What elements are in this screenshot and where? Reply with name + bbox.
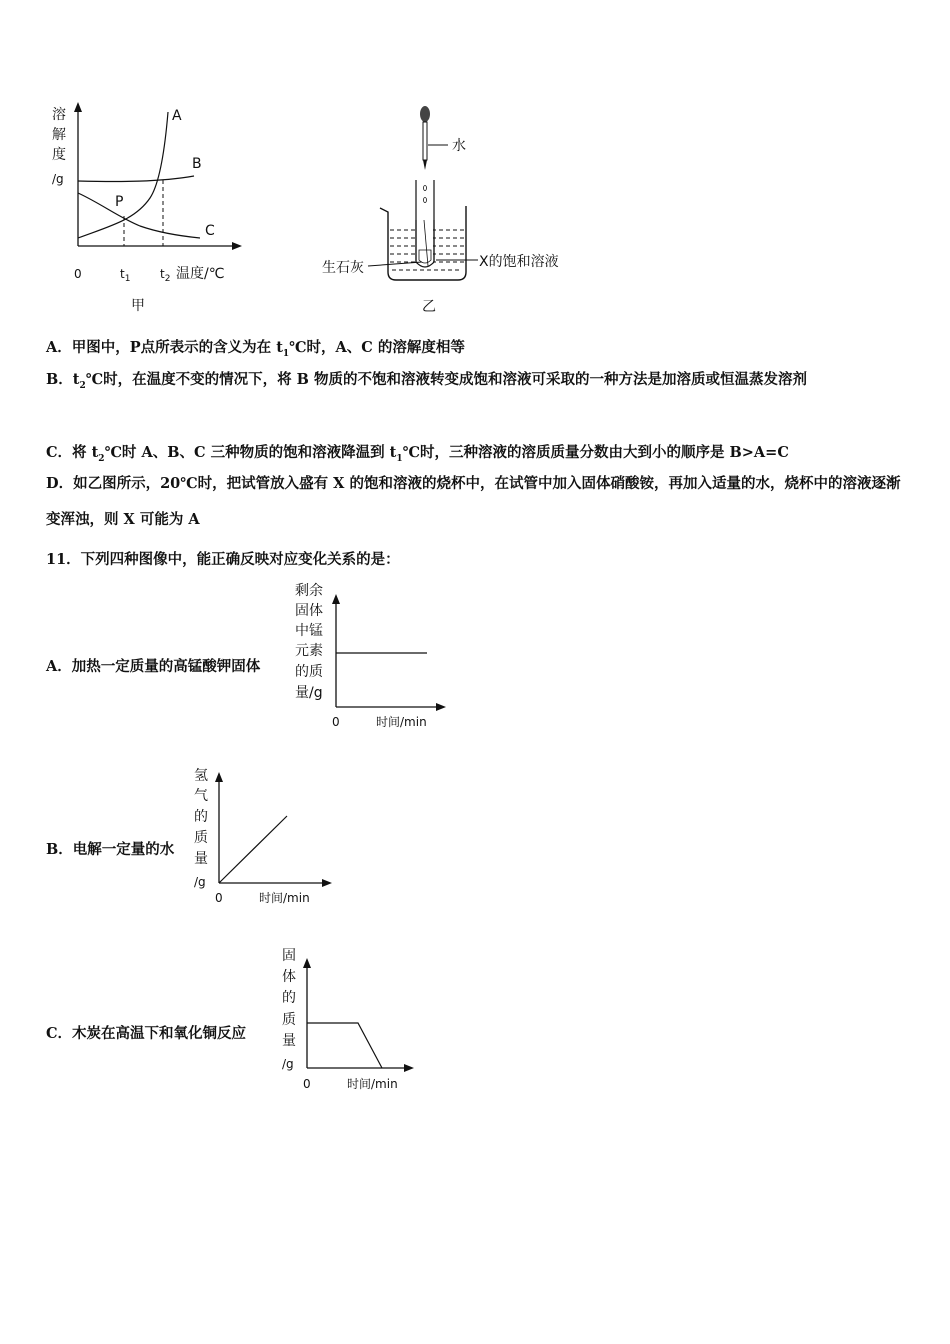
q11-b-chart bbox=[190, 762, 350, 912]
q10-option-c bbox=[46, 441, 789, 464]
q11-c-ylabel-1: 固 bbox=[282, 948, 296, 964]
q11-b-y-arrow bbox=[215, 772, 223, 782]
label-p: P bbox=[115, 194, 124, 210]
q11-stem: 11．下列四种图像中，能正确反映对应变化关系的是： bbox=[46, 551, 400, 568]
q11-a-ylabel-6: 量/g bbox=[295, 685, 323, 701]
q11-a-x-arrow bbox=[436, 703, 446, 711]
q10-c-sub2: 1 bbox=[396, 453, 403, 464]
q11-c-ylabel-3: 的 bbox=[282, 990, 296, 1006]
q11-b-ylabel-4: 质 bbox=[194, 830, 208, 846]
q11-b-origin: 0 bbox=[215, 891, 223, 905]
q11-c-ylabel-2: 体 bbox=[282, 969, 296, 985]
q11-c-origin: 0 bbox=[303, 1077, 311, 1091]
q11-b-ylabel-1: 氢 bbox=[194, 768, 208, 784]
curve-b bbox=[78, 176, 194, 181]
q11-c-y-arrow bbox=[303, 958, 311, 968]
lime-pointer bbox=[368, 262, 422, 266]
x-axis-label: 温度/℃ bbox=[176, 266, 225, 282]
solution-label: X的饱和溶液 bbox=[479, 254, 559, 270]
q11-c-data-line bbox=[307, 1023, 382, 1068]
q11-c-x-arrow bbox=[404, 1064, 414, 1072]
q10-a-part2: ℃时，A、C 的溶解度相等 bbox=[289, 339, 465, 356]
y-label-2: 解 bbox=[52, 127, 66, 143]
caption-yi: 乙 bbox=[422, 299, 436, 315]
y-axis-arrow bbox=[74, 102, 82, 112]
q10-a-part1: A．甲图中，P点所表示的含义为在 t bbox=[46, 339, 283, 356]
q10-c-part1: C．将 t bbox=[46, 444, 99, 461]
q11-c-ylabel-4: 质 bbox=[282, 1012, 296, 1028]
q11-c-ylabel-5: 量 bbox=[282, 1033, 296, 1049]
drop-1 bbox=[424, 186, 427, 191]
dropper-tube bbox=[423, 122, 427, 160]
q11-a-chart bbox=[290, 578, 460, 738]
q11-b-data-line bbox=[219, 816, 287, 883]
q11-a-ylabel-5: 的质 bbox=[295, 664, 323, 680]
dropper-tip bbox=[423, 160, 427, 170]
q11-a-ylabel-2: 固体 bbox=[295, 603, 323, 619]
q11-b-ylabel-3: 的 bbox=[194, 809, 208, 825]
q11-b-xlabel: 时间/min bbox=[259, 891, 310, 905]
y-label-1: 溶 bbox=[52, 107, 66, 123]
q10-b-part1: B．t bbox=[46, 371, 80, 388]
drop-2 bbox=[424, 198, 427, 203]
x-axis-arrow bbox=[232, 242, 242, 250]
q11-option-a-text: A．加热一定质量的高锰酸钾固体 bbox=[46, 658, 261, 675]
q10-option-a bbox=[46, 336, 465, 359]
q11-b-ylabel-5: 量 bbox=[194, 851, 208, 867]
beaker-apparatus bbox=[318, 100, 588, 318]
origin: 0 bbox=[74, 267, 82, 281]
q11-c-chart bbox=[278, 942, 438, 1097]
q11-a-ylabel-3: 中锰 bbox=[295, 623, 323, 639]
q11-c-ylabel-6: /g bbox=[282, 1057, 294, 1071]
q10-c-part2: ℃时 A、B、C 三种物质的饱和溶液降温到 t bbox=[104, 444, 397, 461]
q10-a-sub: 1 bbox=[282, 348, 290, 359]
q11-a-origin: 0 bbox=[332, 715, 340, 729]
q11-a-ylabel-1: 剩余 bbox=[295, 583, 323, 599]
q11-b-ylabel-2: 气 bbox=[194, 788, 208, 804]
solubility-chart bbox=[40, 98, 260, 318]
water-label: 水 bbox=[452, 138, 466, 154]
curve-a bbox=[78, 112, 168, 238]
q11-b-x-arrow bbox=[322, 879, 332, 887]
y-label-3: 度 bbox=[52, 147, 66, 163]
label-c: C bbox=[205, 223, 215, 239]
t1-label: $t_1$ bbox=[120, 267, 131, 284]
q10-b-sub: 2 bbox=[79, 380, 86, 391]
q10-c-sub1: 2 bbox=[98, 453, 105, 464]
q11-option-c-text: C．木炭在高温下和氧化铜反应 bbox=[46, 1025, 247, 1042]
q10-option-b bbox=[46, 362, 906, 404]
caption-jia: 甲 bbox=[131, 298, 145, 314]
t2-label: $t_2$ bbox=[160, 267, 171, 284]
q10-b-part2: ℃时，在温度不变的情况下，将 B 物质的不饱和溶液转变成饱和溶液可采取的一种方法是加溶质或恒温蒸发溶剂 bbox=[85, 371, 807, 388]
dropper-bulb bbox=[420, 106, 430, 122]
q10-c-part3: ℃时，三种溶液的溶质质量分数由大到小的顺序是 B>A=C bbox=[402, 444, 789, 461]
q11-a-ylabel-4: 元素 bbox=[295, 643, 323, 659]
label-b: B bbox=[192, 156, 202, 172]
q11-b-ylabel-6: /g bbox=[194, 875, 206, 889]
q11-a-xlabel: 时间/min bbox=[376, 715, 427, 729]
q11-option-b-text: B．电解一定量的水 bbox=[46, 841, 175, 858]
label-a: A bbox=[172, 108, 182, 124]
q11-a-y-arrow bbox=[332, 594, 340, 604]
q10-option-d: D．如乙图所示，20℃时，把试管放入盛有 X 的饱和溶液的烧杯中，在试管中加入固体硝酸铵，再加入适量的水，烧杯中的溶液逐渐变浑浊，则 X 可能为 A bbox=[46, 475, 901, 528]
q11-c-xlabel: 时间/min bbox=[347, 1077, 398, 1091]
y-label-4: /g bbox=[52, 172, 64, 186]
lime-label: 生石灰 bbox=[322, 260, 364, 276]
